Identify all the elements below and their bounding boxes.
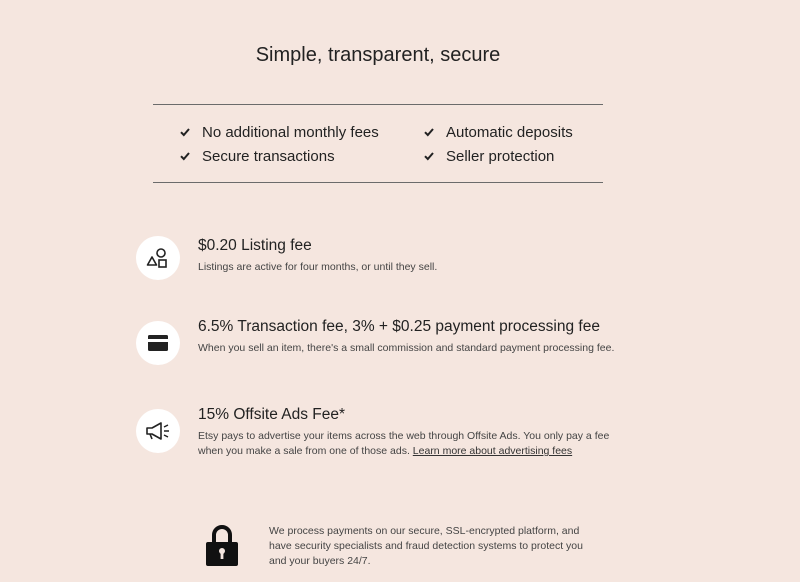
divider-bottom (153, 182, 603, 183)
check-icon (424, 127, 434, 137)
check-icon (424, 151, 434, 161)
fee-heading: 15% Offsite Ads Fee* (198, 406, 346, 423)
feature-label: Automatic deposits (446, 123, 573, 141)
advertising-fees-link[interactable]: Learn more about advertising fees (412, 445, 573, 457)
page-title: Simple, transparent, secure (255, 44, 501, 66)
fee-description-text: Etsy pays to advertise your items across the web through Offsite Ads. You only pay a fee when you make a sale from one of those ads. (198, 430, 610, 457)
feature-item (180, 146, 424, 166)
fee-description: When you sell an item, there's a small commission and standard payment processing fee. (198, 342, 615, 354)
feature-item (424, 146, 624, 166)
feature-label: Secure transactions (202, 147, 335, 165)
fee-icon-circle (136, 409, 180, 453)
fee-description (198, 429, 628, 459)
divider-top (153, 104, 603, 105)
fee-icon-circle (136, 321, 180, 365)
credit-card-icon (147, 334, 169, 352)
security-text: We process payments on our secure, SSL-encrypted platform, and have security specialists and fraud detection systems to protect you and your buyers 24/7. (269, 525, 583, 567)
check-icon (180, 151, 190, 161)
feature-label: Seller protection (446, 147, 555, 165)
fee-description: Listings are active for four months, or until they sell. (198, 261, 438, 273)
feature-item (180, 122, 424, 142)
fee-heading: 6.5% Transaction fee, 3% + $0.25 payment processing fee (198, 318, 600, 335)
shapes-icon (146, 246, 170, 270)
lock-icon (205, 524, 239, 568)
feature-item (424, 122, 624, 142)
megaphone-icon (145, 420, 171, 442)
fee-icon-circle (136, 236, 180, 280)
fee-heading: $0.20 Listing fee (198, 237, 312, 254)
feature-label: No additional monthly fees (202, 123, 379, 141)
feature-list (180, 122, 620, 166)
check-icon (180, 127, 190, 137)
